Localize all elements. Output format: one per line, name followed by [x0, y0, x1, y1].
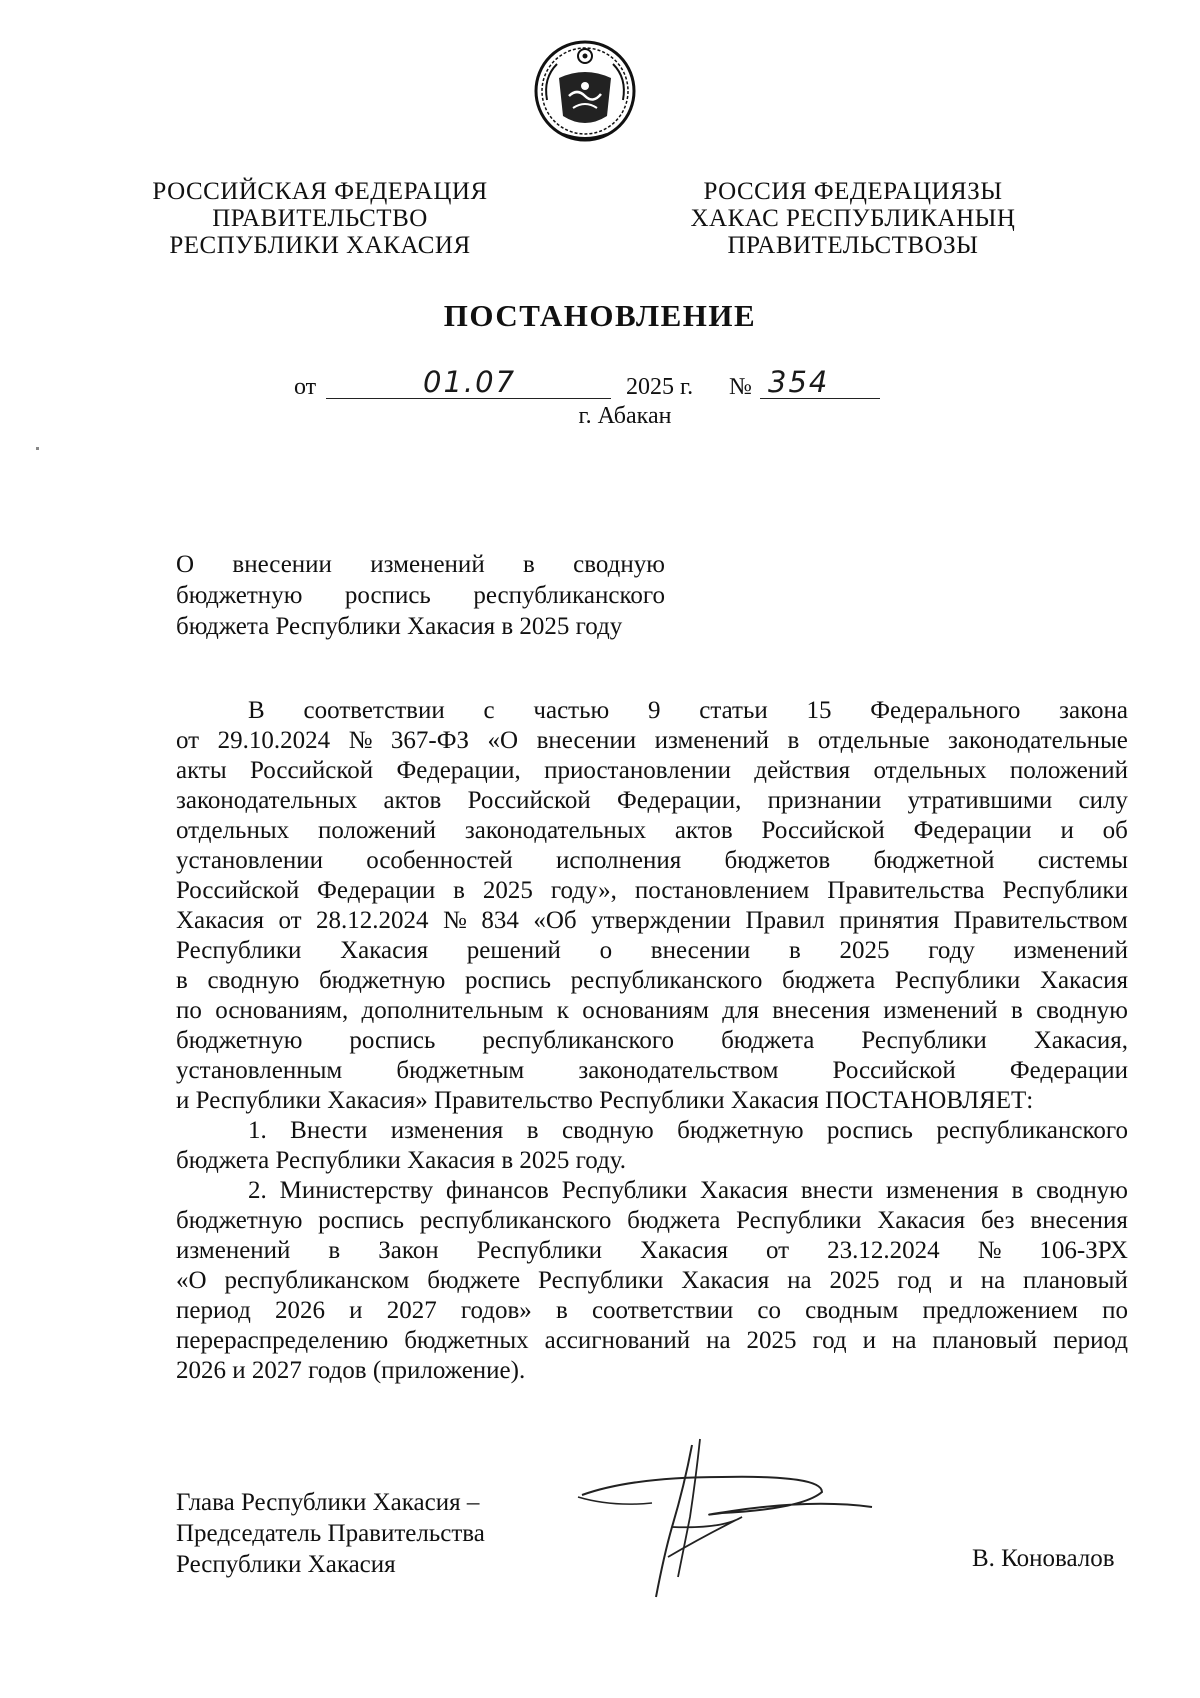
body-word: решений — [466, 937, 561, 964]
body-word: Хакасия — [699, 1177, 788, 1204]
body-word: плановый — [1023, 1267, 1128, 1294]
body-word: роспись — [318, 1207, 405, 1234]
body-word: внесения — [772, 997, 870, 1024]
body-word: признании — [767, 787, 882, 814]
body-word: 9 — [647, 697, 661, 724]
body-word: «О — [176, 1267, 207, 1294]
body-word: Республики — [476, 1237, 603, 1264]
signatory-position-line: Председатель Правительства — [176, 1520, 485, 1547]
body-word: Республики — [736, 1207, 862, 1234]
body-word: дополнительным — [361, 997, 544, 1024]
body-line — [176, 906, 1128, 936]
body-word: № — [443, 907, 467, 934]
body-word: в — [453, 877, 465, 904]
signatory-position — [176, 1487, 485, 1580]
handwritten-signature — [572, 1437, 892, 1607]
body-word: принятия — [839, 907, 940, 934]
body-word: актов — [383, 787, 442, 814]
body-word: внесения — [1030, 1207, 1128, 1234]
body-word: бюджета — [782, 967, 876, 994]
body-word: изменения — [886, 1177, 999, 1204]
body-word: Правительством — [953, 907, 1128, 934]
body-word: утверждении — [591, 907, 731, 934]
body-word: Хакасия — [640, 1237, 728, 1264]
body-line — [176, 846, 1128, 876]
body-word: соответствии — [303, 697, 445, 724]
body-word: роспись — [826, 1117, 913, 1144]
header-right-line: ПРАВИТЕЛЬСТВОЗЫ — [727, 232, 979, 259]
body-word: внести — [800, 1177, 874, 1204]
body-word: бюджетную — [677, 1117, 804, 1144]
document-subject — [176, 549, 665, 642]
body-line — [176, 1206, 1128, 1236]
body-word: Республики — [1002, 877, 1128, 904]
body-word: период — [1053, 1327, 1128, 1354]
body-word: 23.12.2024 — [827, 1237, 940, 1264]
body-word: № — [977, 1237, 1002, 1264]
body-word: силу — [1078, 787, 1128, 814]
subject-word: изменений — [370, 551, 485, 578]
body-word: Федерации, — [617, 787, 742, 814]
body-word: Республики — [894, 967, 1021, 994]
body-word: республиканского — [936, 1117, 1128, 1144]
coat-of-arms-emblem — [533, 38, 637, 144]
body-word: на — [706, 1327, 731, 1354]
body-word: отдельных — [873, 757, 987, 784]
body-word: особенностей — [366, 847, 513, 874]
subject-word: сводную — [573, 551, 665, 578]
body-word: Республики — [538, 1267, 664, 1294]
body-word: по — [1102, 1297, 1128, 1324]
body-word: отдельные — [817, 727, 930, 754]
body-word: об — [1102, 817, 1128, 844]
body-word: год — [812, 1327, 847, 1354]
body-word: приостановлении — [544, 757, 731, 784]
body-word: о — [599, 937, 613, 964]
body-word: бюджетным — [396, 1057, 525, 1084]
body-word: сводную — [207, 967, 300, 994]
body-word: установлении — [176, 847, 323, 874]
body-line — [176, 726, 1128, 756]
header-left-line: ПРАВИТЕЛЬСТВО — [212, 205, 428, 232]
body-line-text: 2026 и 2027 годов (приложение). — [176, 1357, 526, 1384]
body-word: Российской — [832, 1057, 956, 1084]
body-word: Российской — [467, 787, 591, 814]
subject-line — [176, 580, 665, 611]
header-right — [683, 178, 1023, 259]
body-word: Хакасия — [681, 1267, 770, 1294]
body-word: Российской — [761, 817, 885, 844]
body-word: в — [526, 1117, 539, 1144]
body-line — [176, 696, 1128, 726]
body-word: В — [248, 697, 265, 724]
body-word: Хакасия — [1039, 967, 1128, 994]
date-prefix: от — [294, 374, 317, 400]
handwritten-number: 354 — [768, 365, 830, 399]
body-word: в — [1011, 997, 1023, 1024]
body-line — [176, 1326, 1128, 1356]
body-word: изменений — [883, 997, 998, 1024]
body-line-text: бюджета Республики Хакасия в 2025 году. — [176, 1147, 627, 1174]
date-number-line — [0, 365, 1200, 408]
subject-word: внесении — [232, 551, 332, 578]
body-word: исполнения — [556, 847, 682, 874]
city-label: г. Абакан — [578, 403, 672, 429]
body-word: установленным — [176, 1057, 343, 1084]
body-word: в — [555, 1297, 568, 1324]
body-word: Правил — [745, 907, 825, 934]
body-word: на — [891, 1327, 917, 1354]
body-word: изменения — [390, 1117, 504, 1144]
body-word: к — [556, 997, 569, 1024]
body-word: законодательные — [948, 727, 1128, 754]
body-line — [176, 1026, 1128, 1056]
body-word: Федерации — [1009, 1057, 1128, 1084]
body-word: республиканском — [224, 1267, 410, 1294]
body-word: и — [862, 1327, 876, 1354]
body-word: акты — [176, 757, 227, 784]
body-line — [176, 816, 1128, 846]
document-body — [176, 696, 1128, 1386]
body-word: Хакасия — [340, 937, 429, 964]
body-word: в — [328, 1237, 341, 1264]
body-word: сводную — [1036, 1177, 1128, 1204]
body-word: 367-ФЗ — [390, 727, 470, 754]
body-word: на — [980, 1267, 1006, 1294]
body-word: утратившими — [907, 787, 1053, 814]
body-word: положений — [1009, 757, 1128, 784]
body-line — [176, 876, 1128, 906]
subject-word: роспись — [344, 582, 431, 609]
body-word: республиканского — [419, 1207, 612, 1234]
body-line — [176, 786, 1128, 816]
subject-word: бюджетную — [176, 582, 303, 609]
body-word: по — [176, 997, 202, 1024]
body-word: Внести — [290, 1117, 368, 1144]
body-line — [176, 756, 1128, 786]
body-word: 2025 — [829, 1267, 880, 1294]
body-word: от — [765, 1237, 790, 1264]
body-word: и — [1060, 817, 1074, 844]
body-word: внесении — [536, 727, 637, 754]
body-word: бюджете — [427, 1267, 521, 1294]
body-word: отдельных — [176, 817, 290, 844]
body-line — [176, 1176, 1128, 1206]
body-line — [176, 1146, 1128, 1176]
subject-line: бюджета Республики Хакасия в 2025 году — [176, 613, 623, 640]
body-word: финансов — [445, 1177, 549, 1204]
body-word: без — [980, 1207, 1015, 1234]
body-word: бюджетную — [176, 1027, 303, 1054]
body-word: закона — [1059, 697, 1128, 724]
handwritten-date: 01.07 — [423, 365, 517, 399]
body-word: Федерации — [317, 877, 436, 904]
body-word: законодательных — [176, 787, 358, 814]
body-word: ассигнований — [544, 1327, 691, 1354]
body-line — [176, 1236, 1128, 1266]
body-word: от — [278, 907, 302, 934]
body-word: 834 — [481, 907, 519, 934]
body-word: основаниям, — [215, 997, 349, 1024]
body-line — [176, 1296, 1128, 1326]
body-word: соответствии — [591, 1297, 734, 1324]
body-line — [176, 936, 1128, 966]
body-word: Хакасия — [176, 907, 264, 934]
body-word: актов — [674, 817, 733, 844]
body-word: 2026 — [275, 1297, 326, 1324]
body-line — [176, 1116, 1128, 1146]
header-left-line: РЕСПУБЛИКИ ХАКАСИЯ — [169, 232, 471, 259]
body-word: Хакасия — [877, 1207, 966, 1234]
header-left-line: РОССИЙСКАЯ ФЕДЕРАЦИЯ — [152, 178, 488, 205]
body-word: роспись — [465, 967, 551, 994]
header-right-line: РОССИЯ ФЕДЕРАЦИЯЗЫ — [703, 178, 1003, 205]
body-word: 2025 — [482, 877, 533, 904]
body-word: роспись — [349, 1027, 436, 1054]
subject-word: О — [176, 551, 195, 578]
body-word: сводную — [561, 1117, 654, 1144]
body-word: году», — [550, 877, 617, 904]
body-word: бюджетную — [318, 967, 446, 994]
body-word: и — [349, 1297, 363, 1324]
number-label: № — [729, 374, 752, 400]
body-word: 15 — [806, 697, 832, 724]
body-word: статьи — [699, 697, 768, 724]
subject-word: в — [523, 551, 535, 578]
body-word: 2027 — [386, 1297, 437, 1324]
body-word: в — [787, 727, 800, 754]
body-word: 28.12.2024 — [316, 907, 429, 934]
body-word: бюджета — [721, 1027, 815, 1054]
body-word: 106-ЗРХ — [1039, 1237, 1128, 1264]
body-line-text: и Республики Хакасия» Правительство Республики Хакасия ПОСТАНОВЛЯЕТ: — [176, 1087, 1034, 1114]
body-word: 29.10.2024 — [217, 727, 331, 754]
subject-line — [176, 549, 665, 580]
body-word: Республики — [176, 937, 302, 964]
body-word: бюджетной — [873, 847, 995, 874]
body-word: 2. — [248, 1177, 267, 1204]
header-left — [150, 178, 490, 259]
body-word: изменений — [176, 1237, 291, 1264]
header-right-line: ХАКАС РЕСПУБЛИКАНЫҢ — [690, 205, 1016, 232]
body-word: системы — [1037, 847, 1128, 874]
body-word: год — [897, 1267, 932, 1294]
body-word: предложением — [922, 1297, 1078, 1324]
body-word: Хакасия, — [1033, 1027, 1128, 1054]
body-word: с — [483, 697, 495, 724]
body-word: годов» — [460, 1297, 532, 1324]
body-word: период — [176, 1297, 251, 1324]
document-title: ПОСТАНОВЛЕНИЕ — [443, 298, 757, 333]
body-word: № — [348, 727, 373, 754]
body-word: частью — [533, 697, 610, 724]
body-word: в — [176, 967, 188, 994]
body-line — [176, 1356, 1128, 1386]
body-word: Российской — [249, 757, 374, 784]
body-word: 1. — [248, 1117, 267, 1144]
body-word: в — [1011, 1177, 1024, 1204]
body-word: Федерации, — [396, 757, 521, 784]
body-word: Министерству — [279, 1177, 434, 1204]
body-word: плановый — [932, 1327, 1038, 1354]
body-word: бюджетных — [404, 1327, 529, 1354]
body-word: Закон — [378, 1237, 439, 1264]
body-word: законодательством — [578, 1057, 779, 1084]
body-word: «О — [487, 727, 519, 754]
body-word: Республики — [561, 1177, 688, 1204]
body-word: бюджетную — [176, 1207, 303, 1234]
body-line — [176, 966, 1128, 996]
body-word: «Об — [533, 907, 577, 934]
body-word: и — [949, 1267, 963, 1294]
body-word: Правительства — [827, 877, 985, 904]
body-word: постановлением — [634, 877, 810, 904]
body-word: действия — [754, 757, 851, 784]
body-word: законодательных — [464, 817, 647, 844]
body-word: Российской — [176, 877, 300, 904]
body-word: году — [928, 937, 975, 964]
signatory-position-line: Глава Республики Хакасия – — [176, 1489, 480, 1516]
body-word: положений — [317, 817, 437, 844]
body-word: республиканского — [570, 967, 763, 994]
body-word: от — [176, 727, 200, 754]
subject-word: республиканского — [473, 582, 665, 609]
date-year: 2025 г. — [626, 374, 694, 400]
body-word: сводным — [805, 1297, 899, 1324]
body-word: Федерации — [913, 817, 1032, 844]
body-word: перераспределению — [176, 1327, 389, 1354]
body-line — [176, 1056, 1128, 1086]
body-word: 2025 — [839, 937, 890, 964]
signatory-position-line: Республики Хакасия — [176, 1551, 396, 1578]
body-word: на — [787, 1267, 812, 1294]
body-word: внесении — [650, 937, 751, 964]
body-word: бюджетов — [724, 847, 831, 874]
body-word: изменений — [1013, 937, 1128, 964]
body-line — [176, 1266, 1128, 1296]
body-word: республиканского — [482, 1027, 675, 1054]
body-line — [176, 996, 1128, 1026]
body-word: бюджета — [627, 1207, 721, 1234]
body-word: изменений — [654, 727, 770, 754]
scan-speck — [36, 447, 39, 450]
body-word: Республики — [861, 1027, 987, 1054]
signatory-name: В. Коновалов — [972, 1545, 1115, 1572]
body-word: основаниям — [582, 997, 709, 1024]
body-word: со — [757, 1297, 781, 1324]
body-word: сводную — [1036, 997, 1128, 1024]
body-word: для — [722, 997, 759, 1024]
body-word: Федерального — [870, 697, 1021, 724]
body-word: в — [789, 937, 801, 964]
body-line — [176, 1086, 1128, 1116]
body-word: 2025 — [746, 1327, 797, 1354]
